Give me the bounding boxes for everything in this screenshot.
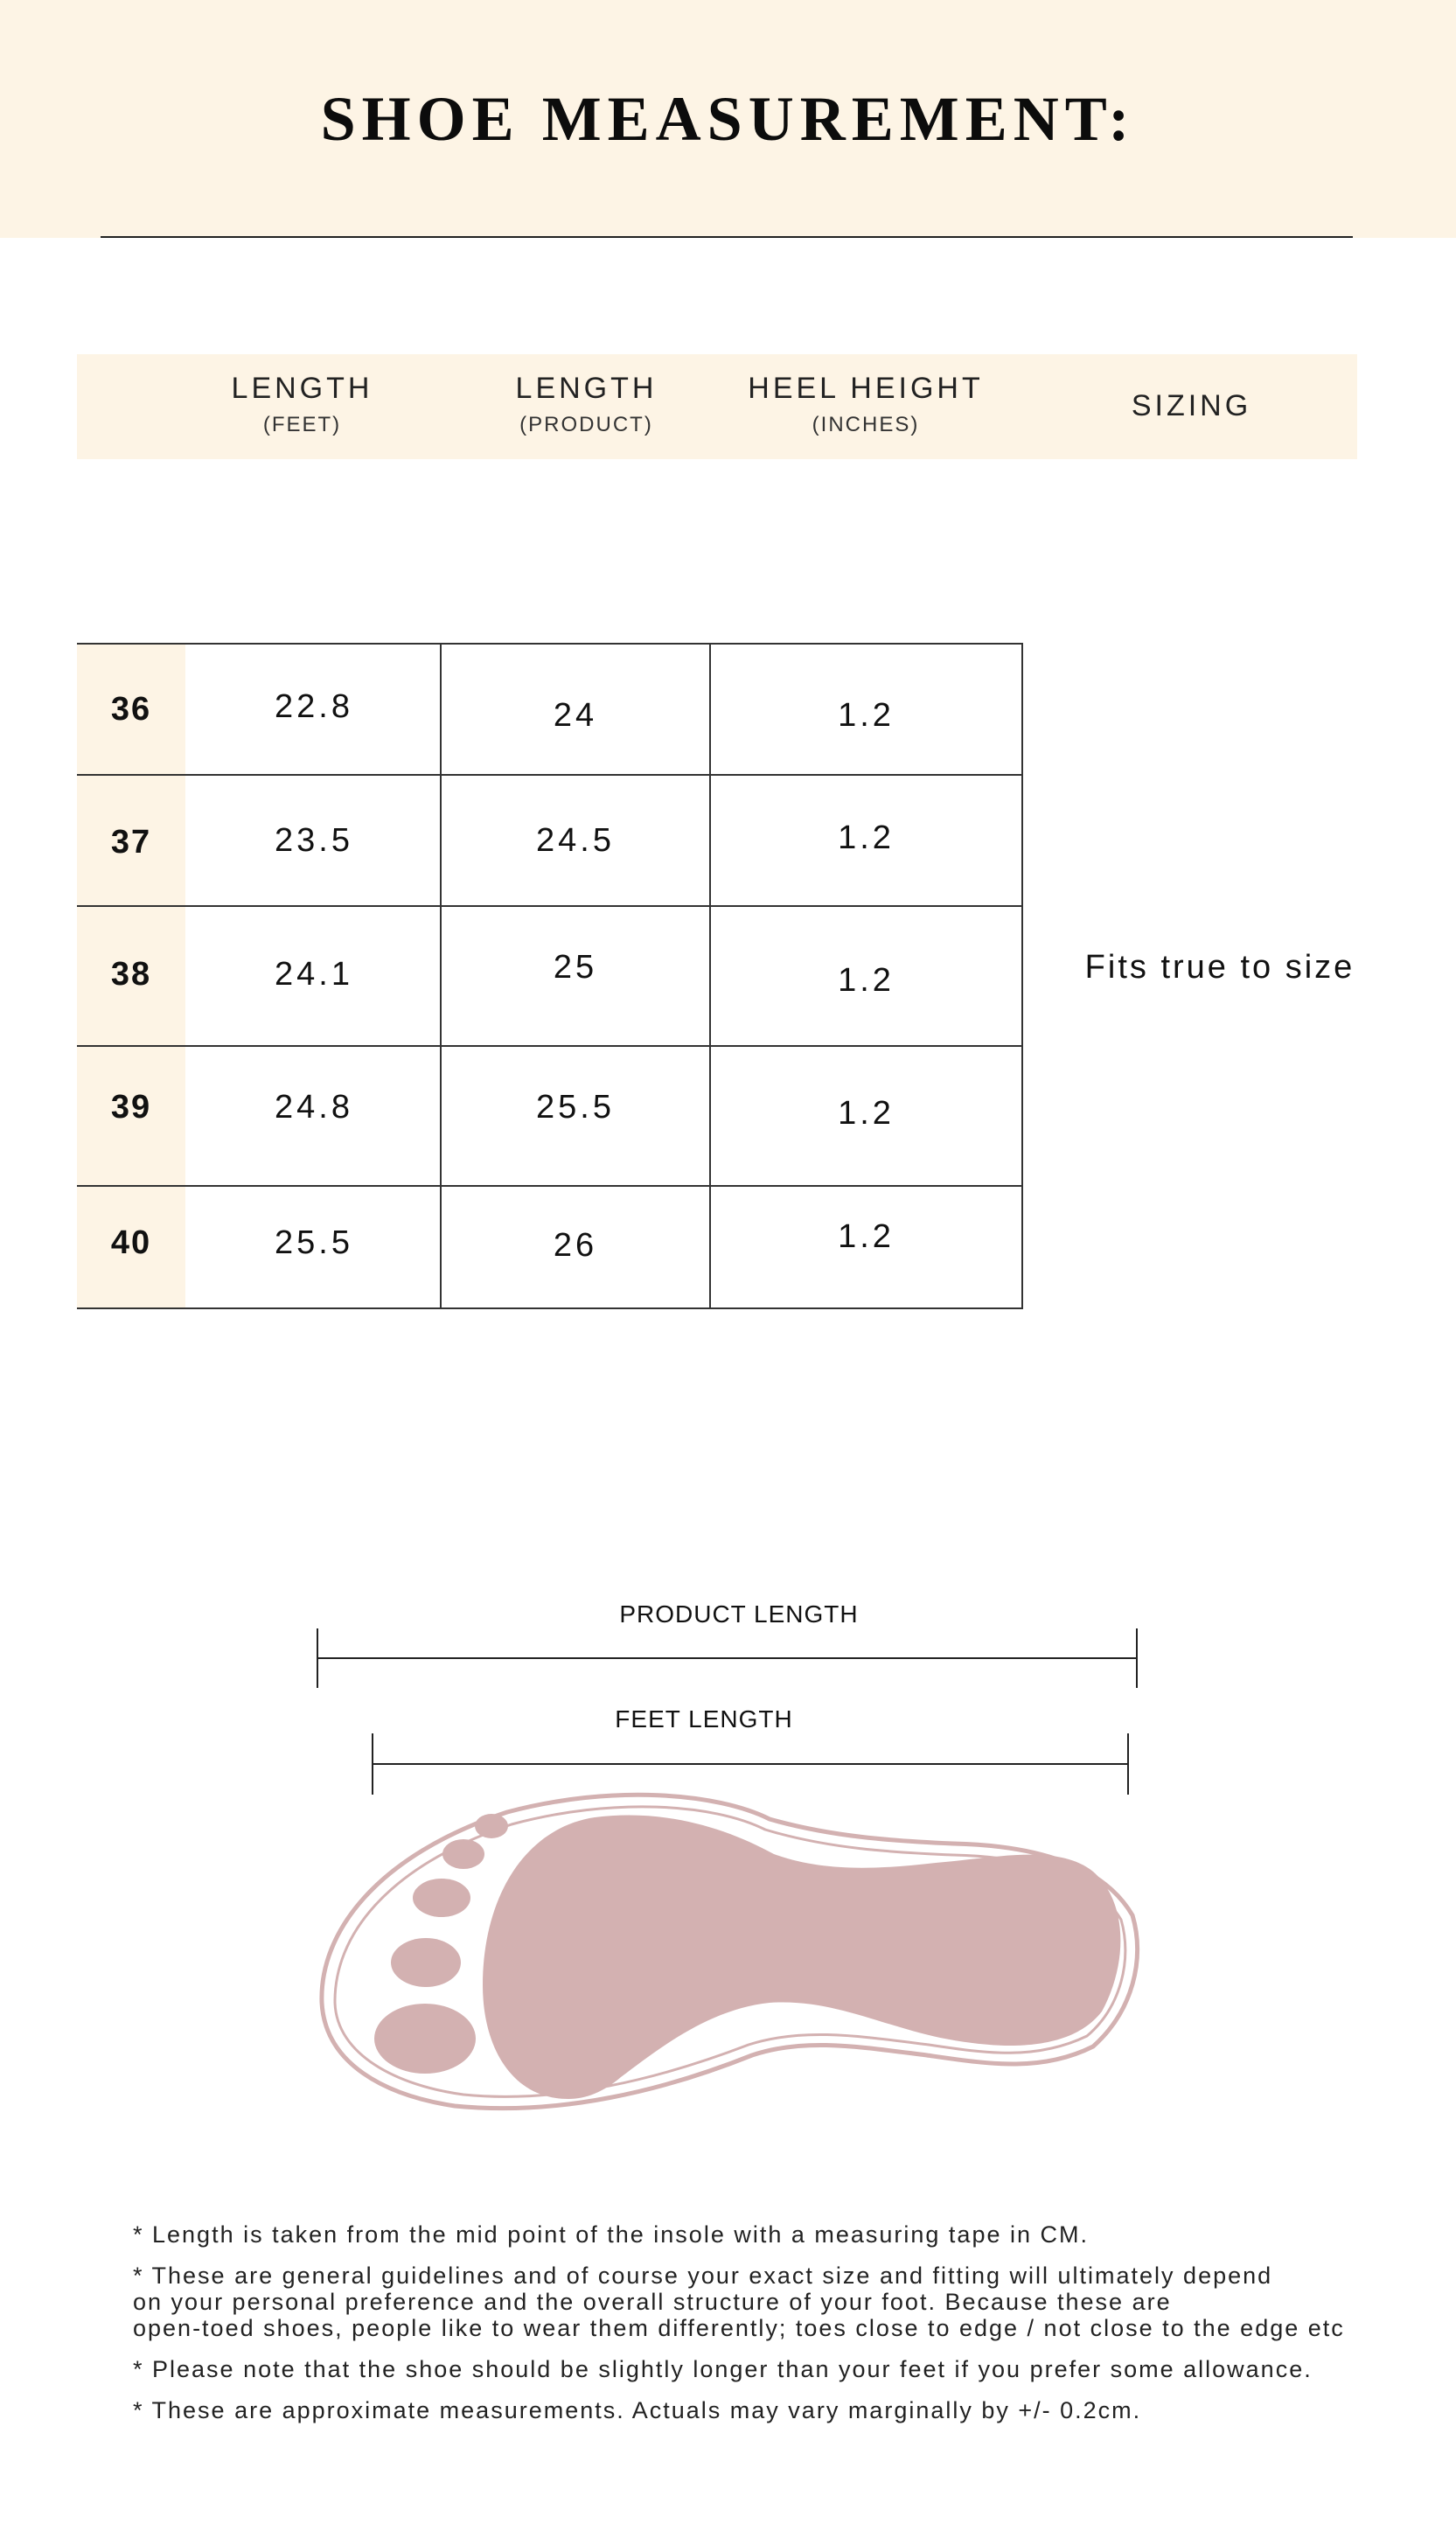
header-length-product-label: LENGTH xyxy=(515,372,658,405)
row-38-product-length: 25 xyxy=(553,949,598,986)
page-title: SHOE MEASUREMENT: xyxy=(320,84,1136,154)
note-approximate: * These are approximate measurements. Actuals may vary marginally by +/- 0.2cm. xyxy=(133,2397,1142,2423)
size-40-label: 40 xyxy=(110,1224,152,1261)
header-sizing xyxy=(1076,354,1307,459)
little-toe-shape xyxy=(475,1814,508,1838)
feet-length-bracket xyxy=(373,1733,1128,1795)
note-allowance: * Please note that the shoe should be slightly longer than your feet if you prefer some allowance. xyxy=(133,2356,1313,2382)
row-40-feet-length: 25.5 xyxy=(275,1224,353,1261)
feet-length-label: FEET LENGTH xyxy=(615,1705,793,1733)
grid-line-top xyxy=(77,643,1023,645)
row-39-feet-length: 24.8 xyxy=(275,1089,353,1126)
row-37-product-length: 24.5 xyxy=(536,822,615,859)
row-36-feet-length: 22.8 xyxy=(275,688,353,725)
foot-measurement-diagram xyxy=(0,1609,1456,2134)
third-toe-shape xyxy=(413,1879,470,1917)
foot-sole-shape xyxy=(483,1816,1120,2099)
header-sizing-label: SIZING xyxy=(1131,389,1252,422)
row-37-feet-length: 23.5 xyxy=(275,822,353,859)
title-divider xyxy=(101,236,1353,238)
grid-line-row-3 xyxy=(77,1045,1023,1047)
note-guidelines-line-1: * These are general guidelines and of course your exact size and fitting will ultimately depend xyxy=(133,2263,1273,2289)
size-36-label: 36 xyxy=(110,691,152,728)
row-36-product-length: 24 xyxy=(553,697,598,734)
row-39-product-length: 25.5 xyxy=(536,1089,615,1126)
grid-line-row-4 xyxy=(77,1185,1023,1187)
row-37-heel-height: 1.2 xyxy=(838,819,895,856)
header-heel-height-unit: (INCHES) xyxy=(812,413,920,436)
product-length-bracket xyxy=(317,1628,1137,1688)
sizing-note: Fits true to size xyxy=(1084,949,1355,986)
header-length-product-unit: (PRODUCT) xyxy=(519,413,653,436)
note-measuring-method: * Length is taken from the mid point of the insole with a measuring tape in CM. xyxy=(133,2221,1089,2248)
big-toe-shape xyxy=(374,2004,476,2074)
grid-line-col-3 xyxy=(1021,643,1023,1309)
row-40-product-length: 26 xyxy=(553,1227,598,1264)
fourth-toe-shape xyxy=(442,1839,484,1869)
row-38-feet-length: 24.1 xyxy=(275,956,353,993)
size-37-label: 37 xyxy=(110,824,152,861)
header-heel-height xyxy=(735,354,997,459)
header-length-product xyxy=(470,354,702,459)
second-toe-shape xyxy=(391,1938,461,1987)
row-39-heel-height: 1.2 xyxy=(838,1095,895,1132)
header-length-feet-label: LENGTH xyxy=(231,372,373,405)
row-40-heel-height: 1.2 xyxy=(838,1218,895,1255)
grid-line-bottom xyxy=(77,1307,1023,1309)
header-length-feet-unit: (FEET) xyxy=(262,413,342,436)
grid-line-row-1 xyxy=(77,774,1023,776)
row-36-heel-height: 1.2 xyxy=(838,697,895,734)
grid-line-row-2 xyxy=(77,905,1023,907)
header-length-feet xyxy=(186,354,418,459)
note-guidelines-line-3: open-toed shoes, people like to wear them differently; toes close to edge / not close to the edge etc xyxy=(133,2315,1345,2341)
size-38-label: 38 xyxy=(110,956,152,993)
note-guidelines-line-2: on your personal preference and the overall structure of your foot. Because these are xyxy=(133,2289,1172,2315)
product-length-label: PRODUCT LENGTH xyxy=(619,1600,859,1628)
measurement-notes xyxy=(133,2221,1410,2438)
row-38-heel-height: 1.2 xyxy=(838,962,895,999)
header-heel-height-label: HEEL HEIGHT xyxy=(748,372,984,405)
size-39-label: 39 xyxy=(110,1089,152,1126)
